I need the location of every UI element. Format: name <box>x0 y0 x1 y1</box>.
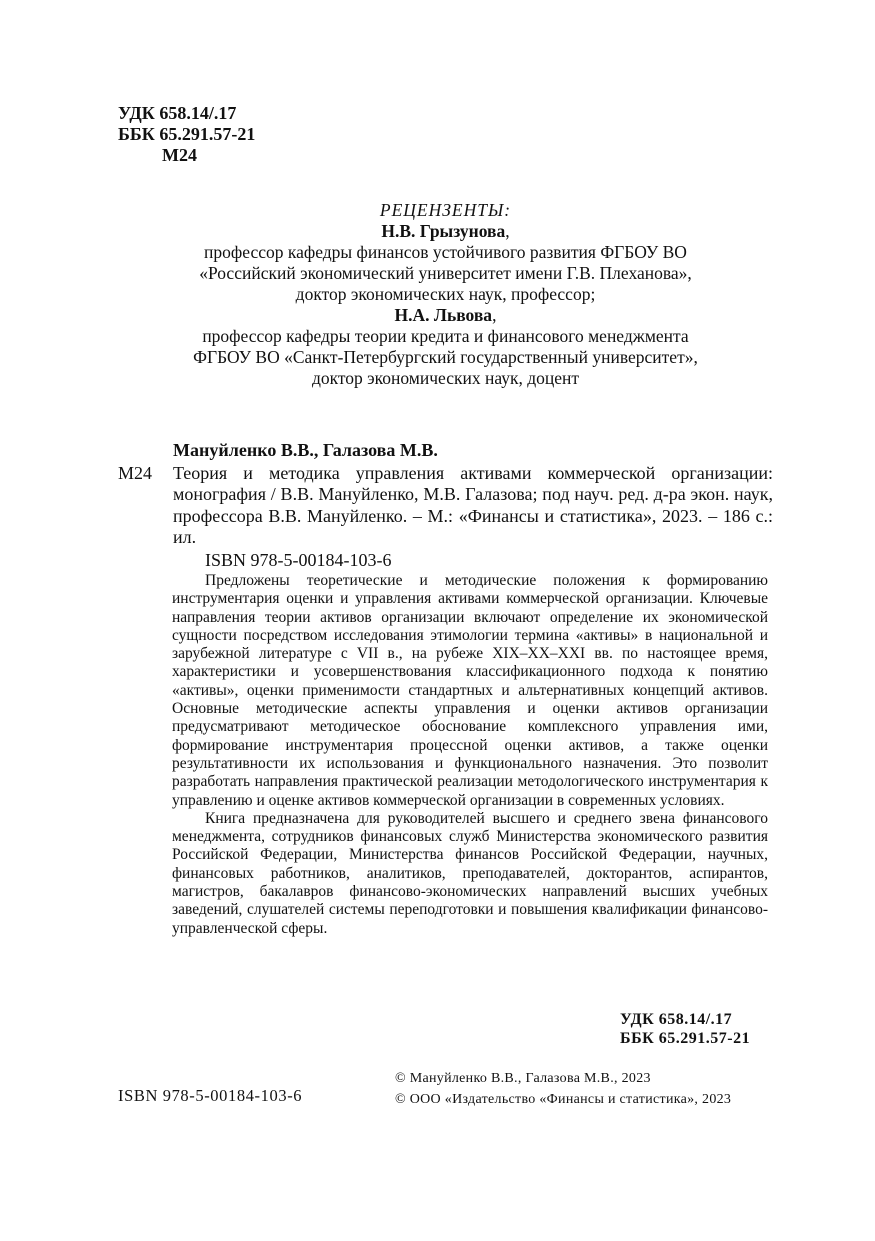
book-authors: Мануйленко В.В., Галазова М.В. <box>173 440 438 460</box>
reviewers-block <box>118 200 773 389</box>
audience-paragraph: Книга предназначена для руководителей высшего и среднего звена финансового менеджмента, сотрудников финансовых служб Министерства экономического развития Российской Федерации, Министерства финансов Российской Федерации, научных, финансовых работников, аналитиков, преподавателей, докторантов, аспирантов, магистров, бакалавров финансово-экономических направлений высших учебных заведений, слушателей системы переподготовки и повышения квалификации финансово-управленческой сферы. <box>172 809 768 937</box>
book-description: Теория и методика управления активами коммерческой организации: монография / В.В. Мануйленко, М.В. Галазова; под науч. ред. д-ра экон. наук, профессора В.В. Мануйленко. – М.: «Финансы и статистика», 2023. – 186 с.: ил. <box>173 462 773 547</box>
bbk-code-footer: ББК 65.291.57-21 <box>620 1030 751 1047</box>
abstract-paragraph: Предложены теоретические и методические положения к формированию инструментария оценки и управления активами коммерческой организации. Ключевые направления теории активов организации включают определение их экономической сущности посредством исследования этимологии термина «активы» в национальной и зарубежной литературе с VII в., на рубеже XIX–XX–XXI вв. по настоящее время, характеристики и усовершенствования классификационного подхода к понятию «активы», оценки применимости стандартных и альтернативных концепций активов. Основные методические аспекты управления и оценки активов организации предусматривают методическое обоснование комплексного управления ими, формирование инструментария процессной оценки активов, а также оценки результативности их использования и функционального назначения. Это позволит разработать направления практической реализации методологического инструментария к управлению и оценке активов коммерческой организации в современных условиях. <box>172 572 768 809</box>
reviewer-2-line: доктор экономических наук, доцент <box>311 368 580 388</box>
author-mark-side: М24 <box>118 463 153 483</box>
isbn-footer: ISBN 978-5-00184-103-6 <box>118 1086 303 1105</box>
reviewer-2-line: профессор кафедры теории кредита и финансового менеджмента <box>202 326 689 346</box>
classification-block <box>118 103 255 166</box>
udk-code-footer: УДК 658.14/.17 <box>620 1011 733 1028</box>
reviewers-heading: РЕЦЕНЗЕНТЫ: <box>379 200 512 220</box>
copyright-block <box>395 1068 731 1110</box>
reviewer-2-line: ФГБОУ ВО «Санкт-Петербургский государственный университет», <box>193 347 698 367</box>
reviewer-1-line: доктор экономических наук, профессор; <box>295 284 596 304</box>
copyright-publisher: © ООО «Издательство «Финансы и статистика», 2023 <box>395 1092 732 1107</box>
reviewer-1-name-line: Н.В. Грызунова, <box>381 221 510 241</box>
reviewer-1-name: Н.В. Грызунова <box>381 221 506 241</box>
bbk-code: ББК 65.291.57-21 <box>118 124 256 144</box>
bibliographic-record <box>118 440 773 571</box>
classification-footer <box>620 1010 750 1048</box>
reviewer-2-name: Н.А. Львова <box>394 305 493 325</box>
reviewer-1-line: «Российский экономический университет имени Г.В. Плеханова», <box>199 263 692 283</box>
author-mark: М24 <box>162 145 197 165</box>
book-isbn: ISBN 978-5-00184-103-6 <box>205 549 392 570</box>
reviewer-1-line: профессор кафедры финансов устойчивого развития ФГБОУ ВО <box>204 242 687 262</box>
reviewer-2-name-line: Н.А. Львова, <box>394 305 497 325</box>
udk-code: УДК 658.14/.17 <box>118 103 237 123</box>
copyright-authors: © Мануйленко В.В., Галазова М.В., 2023 <box>395 1071 651 1086</box>
abstract <box>172 572 768 938</box>
